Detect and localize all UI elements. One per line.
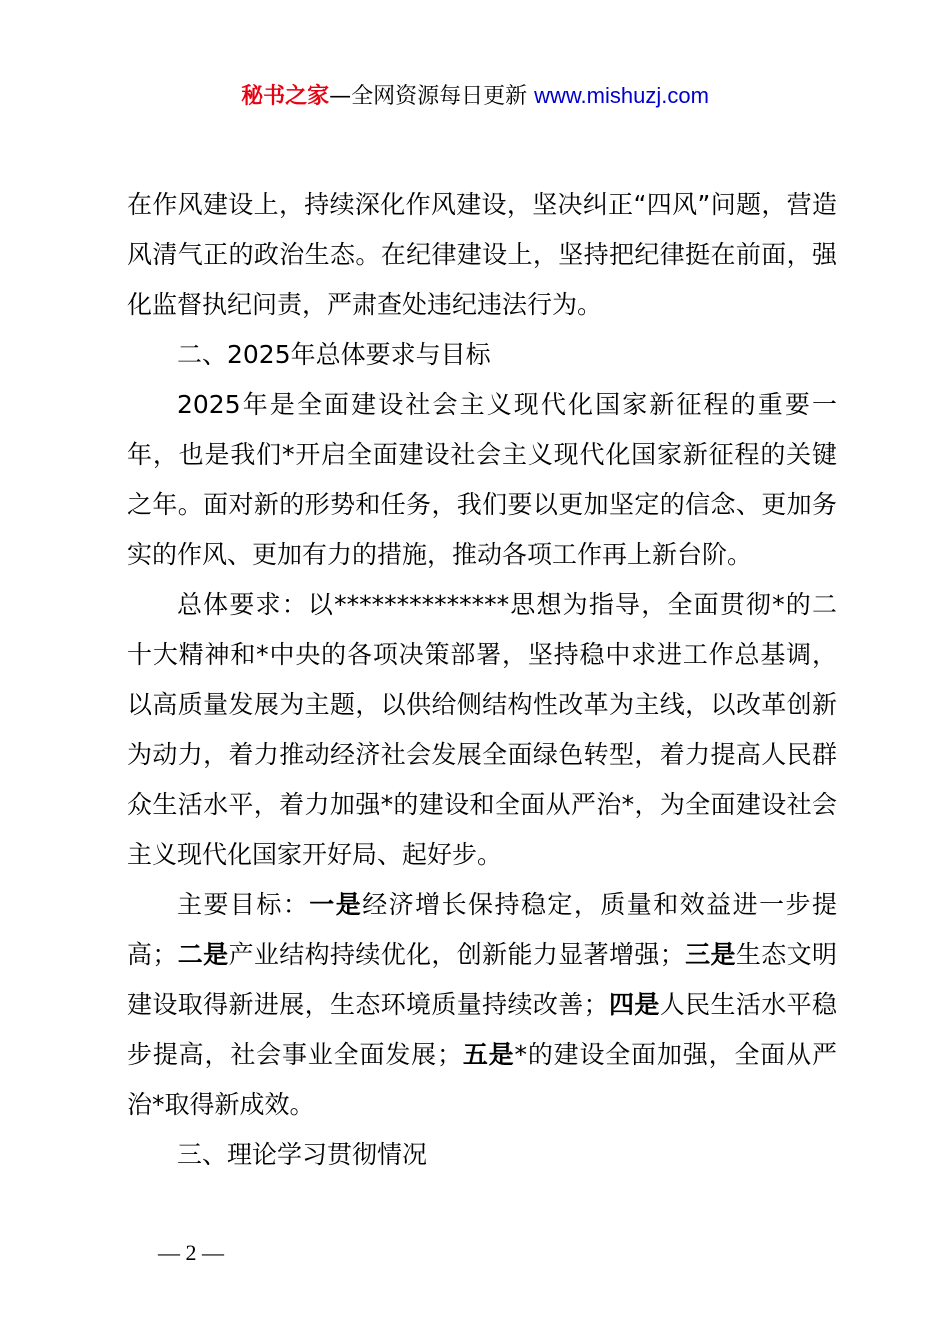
section-heading-2025-requirements: 二、2025年总体要求与目标 xyxy=(177,340,491,369)
goals-lead: 主要目标： xyxy=(177,890,310,919)
goal-2-marker: 二是 xyxy=(177,940,229,969)
paragraph-2025-intro: 2025年是全面建设社会主义现代化国家新征程的重要一年，也是我们*开启全面建设社会主义现代化国家新征程的关键之年。面对新的形势和任务，我们要以更加坚定的信念、更加务实的作风、更加有力的措施，推动各项工作再上新台阶。 xyxy=(127,390,837,569)
goal-4-marker: 四是 xyxy=(608,990,660,1019)
goal-5-text: *的建设全面加强，全面从严治*取得新成效。 xyxy=(127,1040,837,1119)
paragraph-main-goals xyxy=(127,880,837,1130)
goal-1-marker: 一是 xyxy=(309,890,363,919)
paragraph-overall-requirements: 总体要求：以**************思想为指导，全面贯彻*的二十大精神和*中央的各项决策部署，坚持稳中求进工作总基调，以高质量发展为主题，以供给侧结构性改革为主线，以改革创新为动力，着力推动经济社会发展全面绿色转型，着力提高人民群众生活水平，着力加强*的建设和全面从严治*，为全面建设社会主义现代化国家开好局、起好步。 xyxy=(127,590,837,869)
goal-3-marker: 三是 xyxy=(684,940,736,969)
goal-2-text: 产业结构持续优化，创新能力显著增强； xyxy=(228,940,685,969)
site-url-link[interactable]: www.mishuzj.com xyxy=(534,83,709,108)
site-watermark-header xyxy=(0,78,950,115)
goal-5-marker: 五是 xyxy=(461,1040,515,1069)
goal-4-text: 人民生活水平稳步提高，社会事业全面发展； xyxy=(127,990,837,1069)
site-tagline: —全网资源每日更新 xyxy=(329,84,528,109)
site-brand: 秘书之家 xyxy=(241,84,330,109)
document-body xyxy=(127,180,837,1180)
goal-1-text: 经济增长保持稳定，质量和效益进一步提高； xyxy=(127,890,837,969)
section-heading-theory-study: 三、理论学习贯彻情况 xyxy=(177,1140,428,1169)
paragraph-style-discipline: 在作风建设上，持续深化作风建设，坚决纠正“四风”问题，营造风清气正的政治生态。在纪律建设上，坚持把纪律挺在前面，强化监督执纪问责，严肃查处违纪违法行为。 xyxy=(127,190,837,319)
page-number: — 2 — xyxy=(158,1240,224,1265)
goal-3-text: 生态文明建设取得新进展，生态环境质量持续改善； xyxy=(127,940,837,1019)
